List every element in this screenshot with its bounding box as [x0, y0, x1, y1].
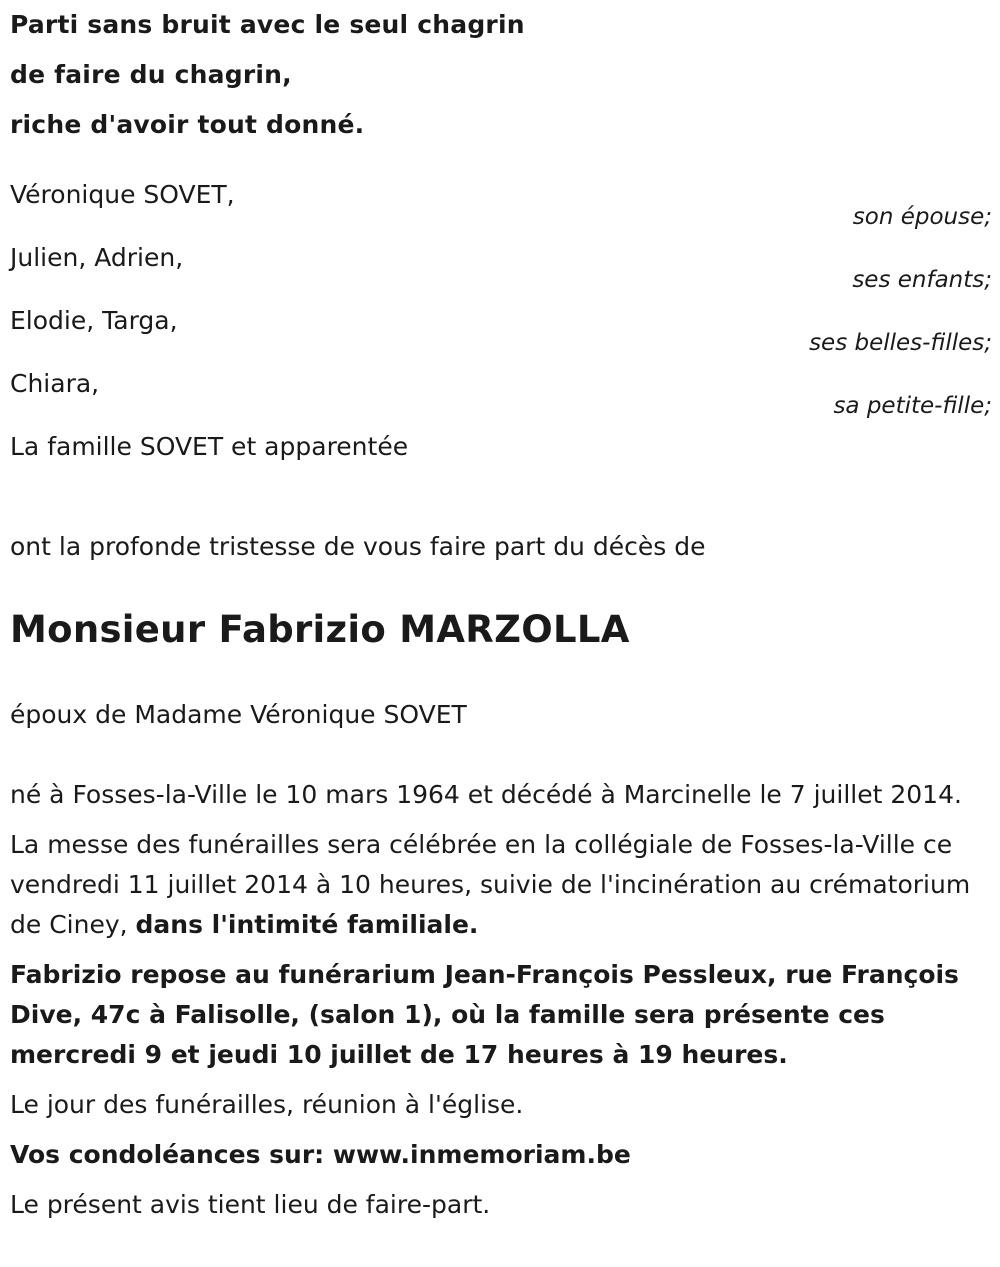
- mass-text: La messe des funérailles sera célébrée en la collégiale de Fosses-la-Ville ce vendredi 11 juillet 2014 à 10 heures, suivie de l'incinération au crématorium de Ciney,: [10, 830, 971, 939]
- verse-line-3: riche d'avoir tout donné.: [10, 110, 365, 139]
- spouse-line: époux de Madame Véronique SOVET: [10, 700, 467, 729]
- verse-line-1: Parti sans bruit avec le seul chagrin: [10, 10, 525, 39]
- family-member: [10, 180, 992, 243]
- family-member-role: ses enfants;: [852, 267, 992, 293]
- visitation-paragraph: Fabrizio repose au funérarium Jean-François Pessleux, rue François Dive, 47c à Falisolle, (salon 1), où la famille sera présente ces mercredi 9 et jeudi 10 juillet de 17 heures à 19 heures.: [10, 960, 959, 1069]
- family-member-name: Chiara,: [10, 369, 100, 398]
- extended-family: La famille SOVET et apparentée: [10, 432, 409, 461]
- birth-death-line: né à Fosses-la-Ville le 10 mars 1964 et décédé à Marcinelle le 7 juillet 2014.: [10, 780, 962, 809]
- announcement: ont la profonde tristesse de vous faire part du décès de: [10, 532, 706, 561]
- mass-emphasis: dans l'intimité familiale.: [135, 910, 479, 939]
- family-member-role: sa petite-fille;: [833, 393, 992, 419]
- condolences-line: Vos condoléances sur: www.inmemoriam.be: [10, 1140, 631, 1169]
- family-member-role: son épouse;: [852, 204, 992, 230]
- family-member-name: Elodie, Targa,: [10, 306, 178, 335]
- verse-line-2: de faire du chagrin,: [10, 60, 292, 89]
- notice-line: Le présent avis tient lieu de faire-part.: [10, 1190, 491, 1219]
- deceased-name: Monsieur Fabrizio MARZOLLA: [10, 608, 630, 651]
- family-member: [10, 243, 992, 306]
- family-member-name: Véronique SOVET,: [10, 180, 235, 209]
- obituary-notice: [10, 0, 992, 1225]
- family-list: [10, 180, 992, 482]
- family-member-role: ses belles-filles;: [809, 330, 992, 356]
- verse: [10, 0, 992, 150]
- mass-paragraph: [10, 825, 992, 945]
- family-member: [10, 369, 992, 432]
- family-member-name: Julien, Adrien,: [10, 243, 184, 272]
- family-member: [10, 306, 992, 369]
- meeting-line: Le jour des funérailles, réunion à l'église.: [10, 1090, 524, 1119]
